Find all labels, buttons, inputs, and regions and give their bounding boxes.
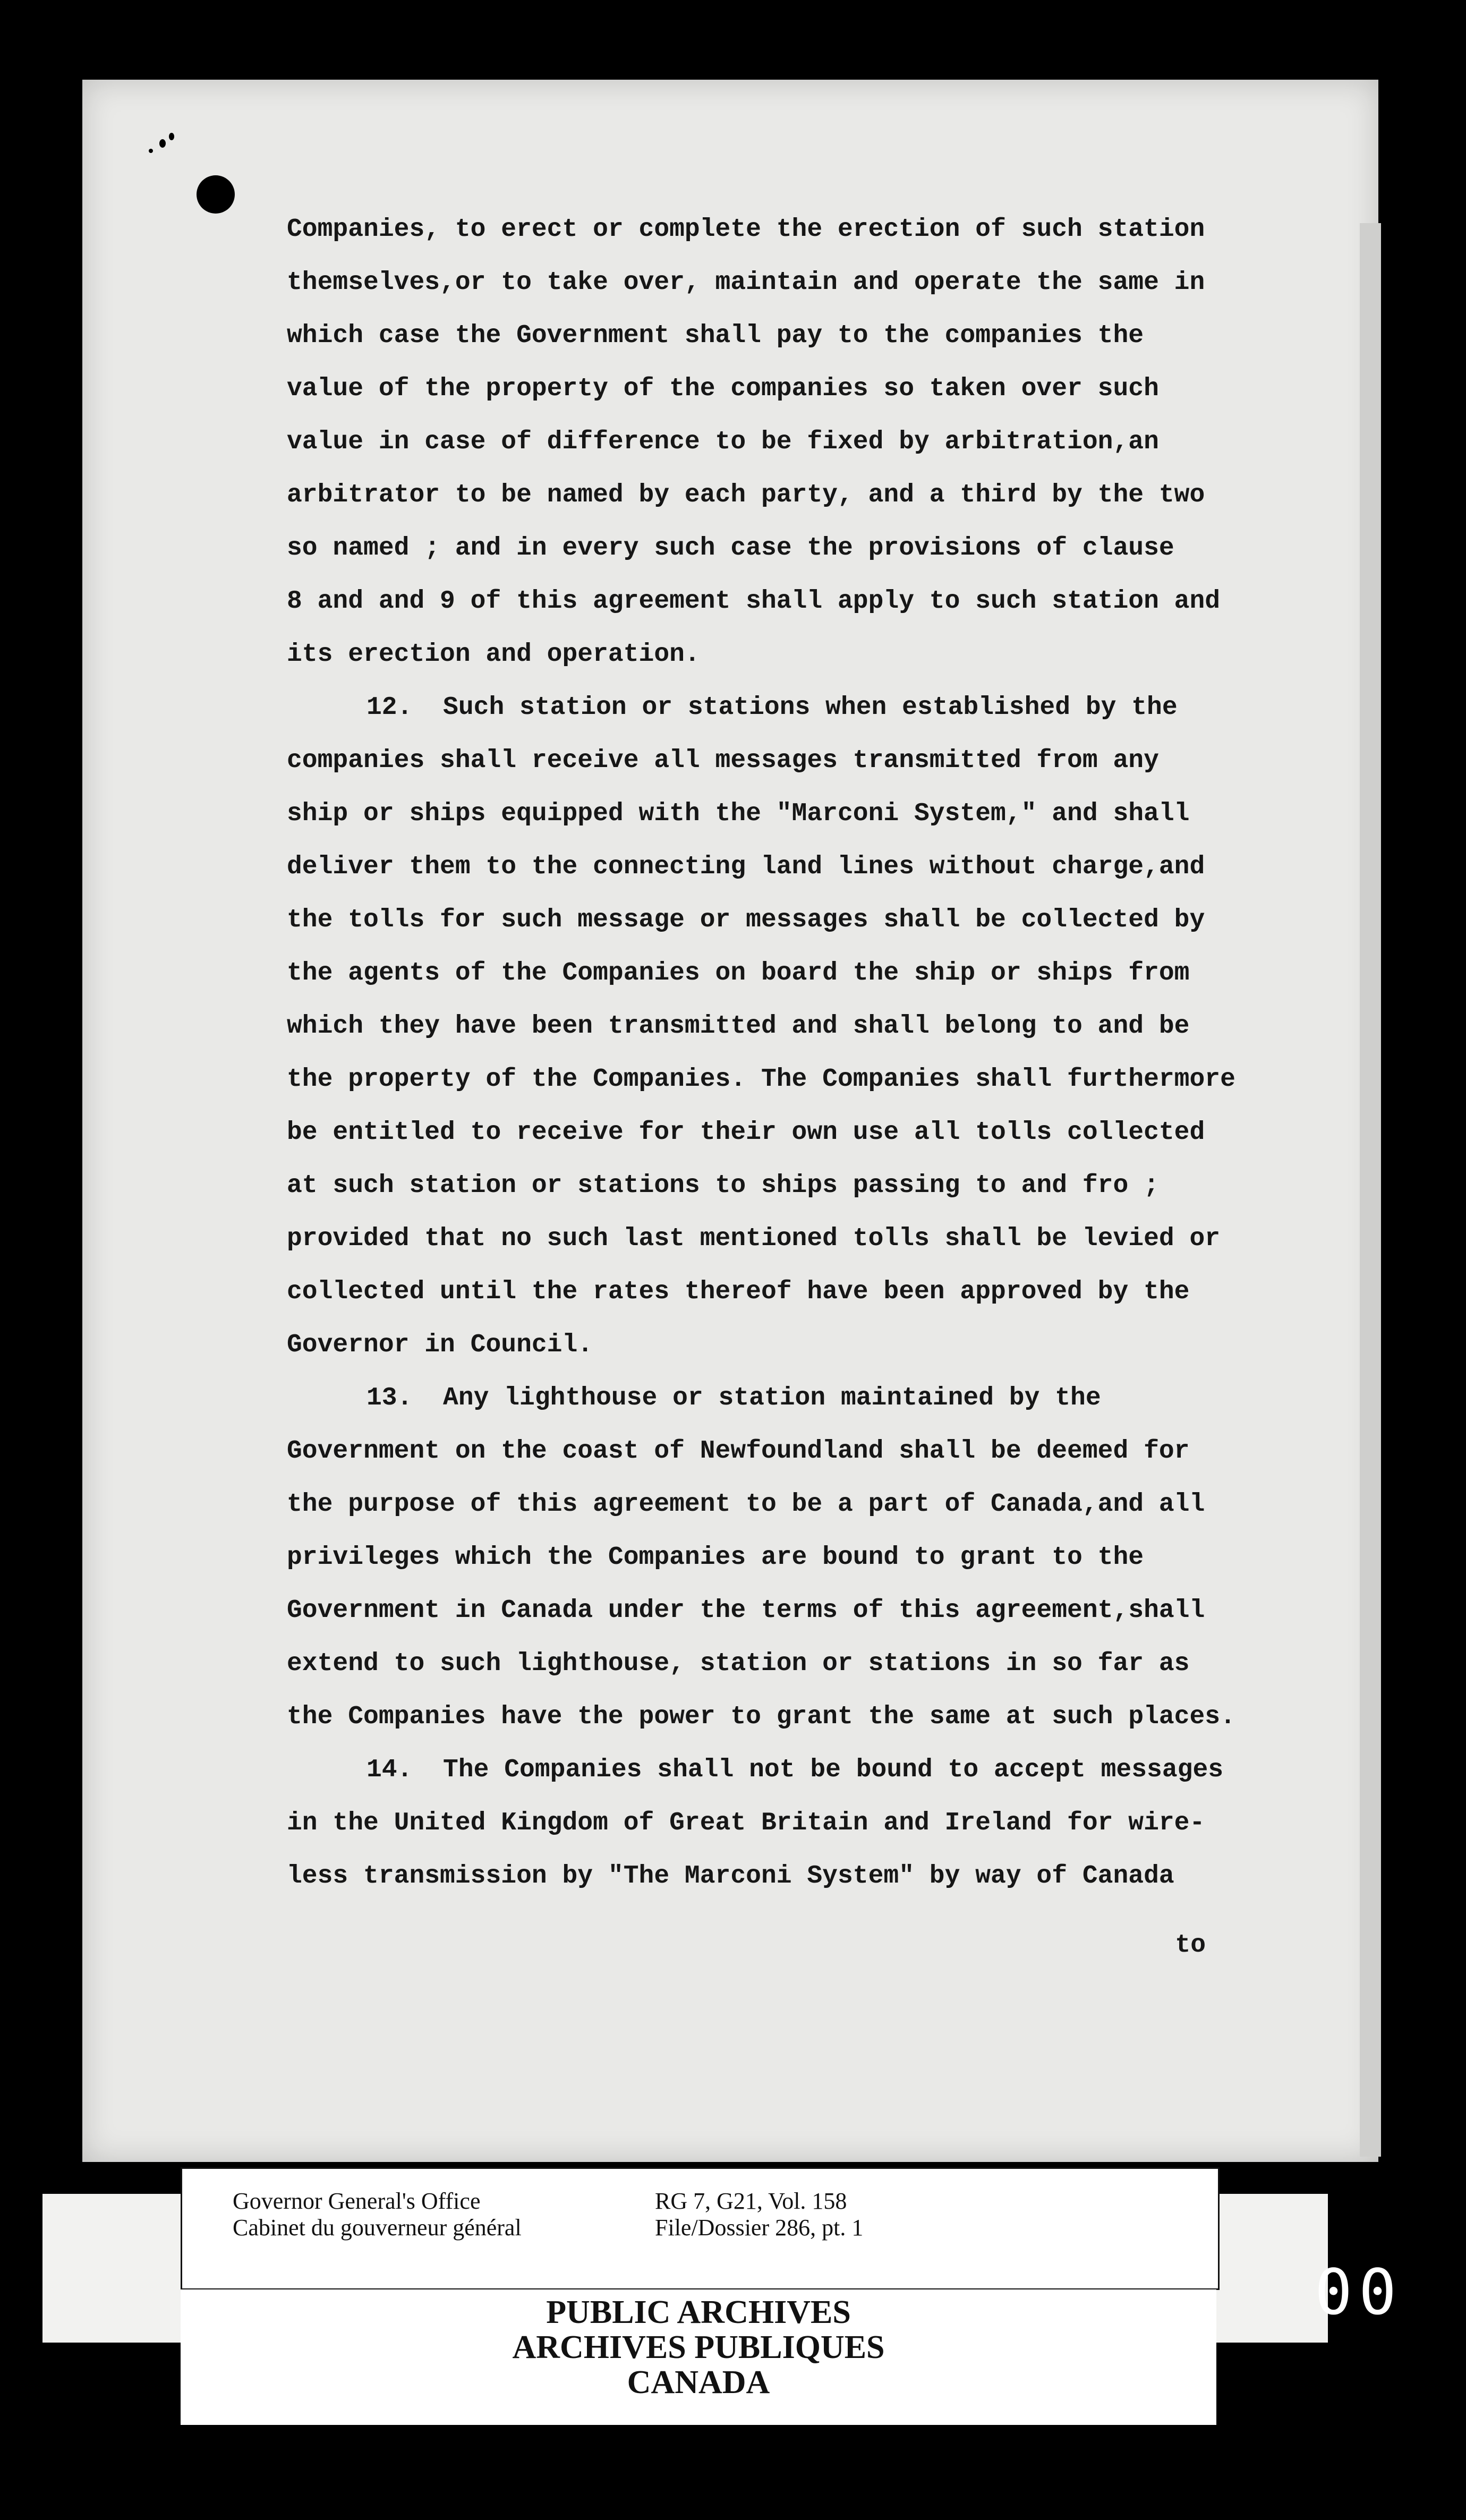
file-number: File/Dossier 286, pt. 1 — [655, 2215, 864, 2241]
stamp-line: PUBLIC ARCHIVES — [546, 2294, 851, 2330]
text-line: 14. The Companies shall not be bound to accept messages — [366, 1756, 1224, 1784]
text-line: in the United Kingdom of Great Britain and Ireland for wire- — [287, 1809, 1205, 1837]
frame-counter: 00 — [1315, 2260, 1403, 2324]
text-line: its erection and operation. — [287, 640, 700, 669]
punch-hole — [197, 175, 235, 214]
text-line: at such station or stations to ships passing to and fro ; — [287, 1171, 1159, 1200]
paragraph-14 — [287, 1743, 1339, 1903]
text-line: Government on the coast of Newfoundland shall be deemed for — [287, 1437, 1190, 1466]
speck — [159, 139, 166, 148]
text-line: ship or ships equipped with the "Marconi System," and shall — [287, 799, 1190, 828]
archive-reference-label — [181, 2167, 1220, 2290]
speck — [149, 149, 153, 153]
text-line: provided that no such last mentioned tolls shall be levied or — [287, 1224, 1221, 1253]
office-french: Cabinet du gouverneur général — [233, 2215, 522, 2241]
text-line: less transmission by "The Marconi System" by way of Canada — [287, 1862, 1174, 1891]
paragraph-continuation — [287, 203, 1339, 681]
text-line: deliver them to the connecting land lines without charge,and — [287, 853, 1205, 881]
text-line: 12. Such station or stations when established by the — [366, 693, 1178, 722]
text-line: 8 and and 9 of this agreement shall apply to such station and — [287, 587, 1221, 616]
text-line: value of the property of the companies so taken over such — [287, 374, 1159, 403]
text-line: companies shall receive all messages transmitted from any — [287, 746, 1159, 775]
text-line: privileges which the Companies are bound to grant to the — [287, 1543, 1144, 1572]
text-line: Governor in Council. — [287, 1331, 593, 1359]
text-line: which they have been transmitted and shall belong to and be — [287, 1012, 1190, 1041]
text-line: the property of the Companies. The Companies shall furthermore — [287, 1065, 1235, 1094]
record-group: RG 7, G21, Vol. 158 — [655, 2188, 847, 2214]
office-english: Governor General's Office — [233, 2188, 481, 2214]
public-archives-stamp — [181, 2289, 1216, 2425]
text-line: so named ; and in every such case the provisions of clause — [287, 534, 1174, 563]
paragraph-13 — [287, 1372, 1339, 1743]
speck — [169, 133, 174, 140]
text-line: be entitled to receive for their own use all tolls collected — [287, 1118, 1205, 1147]
text-line: themselves,or to take over, maintain and operate the same in — [287, 268, 1205, 297]
catchword: to — [1175, 1931, 1206, 1960]
text-line: Government in Canada under the terms of this agreement,shall — [287, 1596, 1205, 1625]
text-line: Companies, to erect or complete the erection of such station — [287, 215, 1205, 244]
paragraph-12 — [287, 681, 1339, 1372]
text-line: the agents of the Companies on board the ship or ships from — [287, 959, 1190, 987]
text-line: value in case of difference to be fixed by arbitration,an — [287, 428, 1159, 456]
stamp-line: ARCHIVES PUBLIQUES — [512, 2329, 885, 2365]
text-line: collected until the rates thereof have been approved by the — [287, 1278, 1190, 1306]
text-line: extend to such lighthouse, station or stations in so far as — [287, 1649, 1190, 1678]
text-line: the Companies have the power to grant the same at such places. — [287, 1702, 1235, 1731]
text-line: arbitrator to be named by each party, and a third by the two — [287, 481, 1205, 509]
text-line: which case the Government shall pay to the companies the — [287, 321, 1144, 350]
text-line: 13. Any lighthouse or station maintained by the — [366, 1384, 1101, 1412]
document-body — [287, 203, 1339, 1972]
page-edge — [1360, 223, 1381, 2157]
stamp-line: CANADA — [627, 2364, 770, 2400]
text-line: the purpose of this agreement to be a part of Canada,and all — [287, 1490, 1205, 1519]
text-line: the tolls for such message or messages shall be collected by — [287, 906, 1205, 934]
